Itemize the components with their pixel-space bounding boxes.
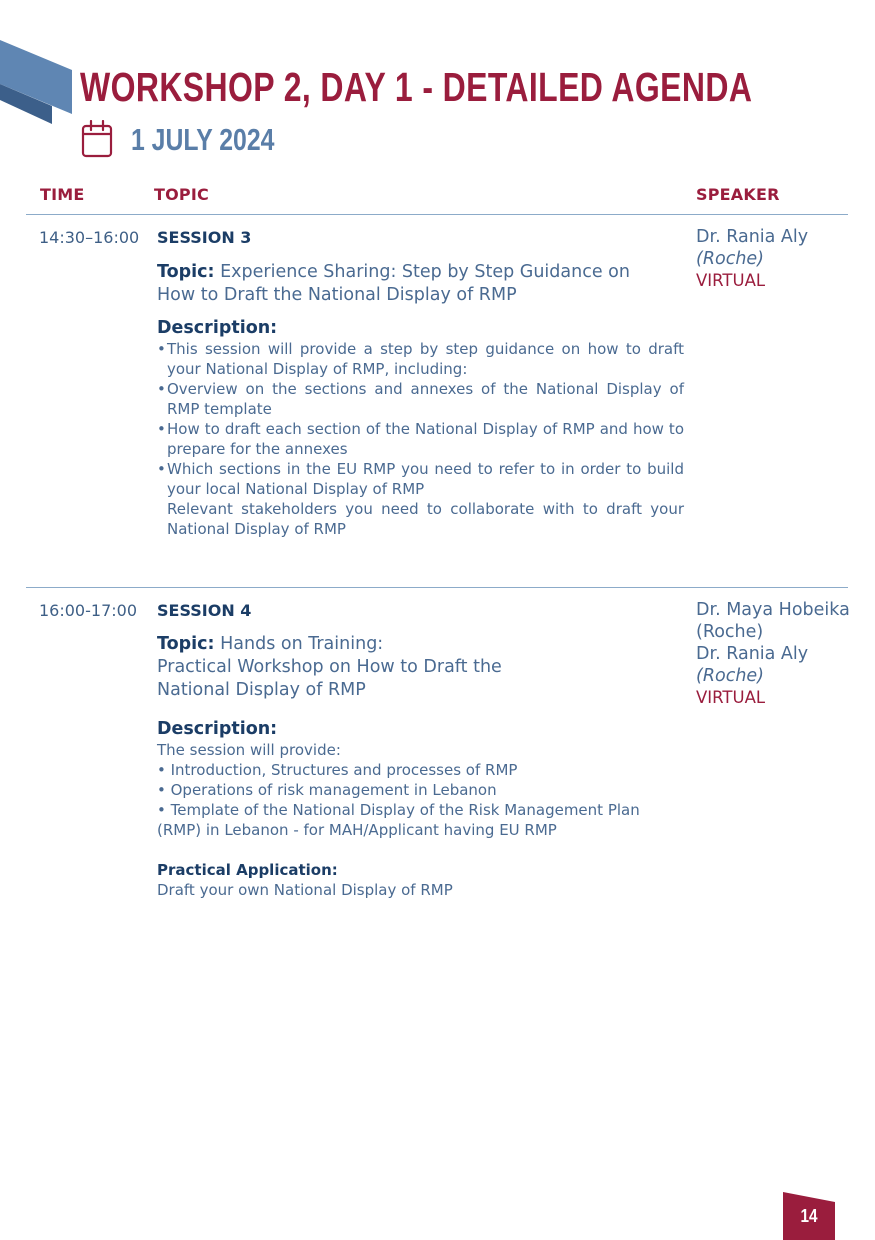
- session-4-speakers: [696, 599, 850, 709]
- list-item: • Overview on the sections and annexes of the National Display of RMP template: [157, 379, 684, 419]
- session-4-topic: [157, 633, 502, 702]
- session-4-description-list: [157, 740, 640, 840]
- list-item: • Introduction, Structures and processes of RMP: [157, 761, 518, 779]
- practical-application-text: Draft your own National Display of RMP: [157, 881, 453, 899]
- practical-application-heading: Practical Application:: [157, 861, 338, 879]
- list-item: Relevant stakeholders you need to collaborate with to draft your National Display of RMP: [167, 500, 684, 538]
- page-title: WORKSHOP 2, DAY 1 - DETAILED AGENDA: [80, 64, 753, 110]
- session-4-topic-line: Practical Workshop on How to Draft the: [157, 657, 502, 677]
- speaker-name: Dr. Rania Aly: [696, 227, 809, 247]
- list-item: • Which sections in the EU RMP you need to refer to in order to build your local National Display of RMP: [157, 459, 684, 499]
- session-4-topic-label: Topic:: [157, 634, 215, 654]
- session-3-topic: [157, 261, 630, 307]
- session-3-description-list: [157, 339, 684, 539]
- list-item: • Operations of risk management in Lebanon: [157, 781, 497, 799]
- speaker-affiliation: (Roche): [696, 249, 765, 269]
- list-item: (RMP) in Lebanon - for MAH/Applicant having EU RMP: [157, 821, 557, 839]
- session-4-description-heading: Description:: [157, 719, 278, 739]
- session-4-time: 16:00-17:00: [39, 601, 137, 620]
- virtual-badge: VIRTUAL: [696, 688, 766, 707]
- header-divider: [26, 214, 848, 215]
- speaker-affiliation: (Roche): [696, 622, 764, 642]
- list-item: • How to draft each section of the National Display of RMP and how to prepare for the annexes: [157, 419, 684, 459]
- agenda-date: 1 JULY 2024: [131, 122, 275, 157]
- speaker-affiliation: (Roche): [696, 666, 765, 686]
- virtual-badge: VIRTUAL: [696, 271, 766, 290]
- session-3-topic-line: How to Draft the National Display of RMP: [157, 285, 517, 305]
- session-4-title: SESSION 4: [157, 601, 252, 620]
- speaker-name: Dr. Rania Aly: [696, 644, 809, 664]
- list-item: • Template of the National Display of the Risk Management Plan: [157, 801, 640, 819]
- session-4-topic-line: National Display of RMP: [157, 680, 366, 700]
- session-3-title: SESSION 3: [157, 228, 252, 247]
- column-header-speaker: SPEAKER: [696, 185, 780, 204]
- session-3-description-heading: Description:: [157, 318, 278, 338]
- list-item: • This session will provide a step by step guidance on how to draft your National Display of RMP, including:: [157, 339, 684, 379]
- session-3-speakers: [696, 226, 808, 292]
- session-3-topic-label: Topic:: [157, 262, 215, 282]
- page-number: 14: [800, 1206, 818, 1226]
- calendar-icon: [81, 120, 115, 158]
- column-header-time: TIME: [40, 185, 85, 204]
- session-3-topic-line: Experience Sharing: Step by Step Guidance on: [220, 262, 630, 282]
- session-divider: [26, 587, 848, 588]
- column-header-topic: TOPIC: [154, 185, 209, 204]
- session-3-time: 14:30–16:00: [39, 228, 140, 247]
- corner-ribbon-decoration: [0, 36, 80, 132]
- list-item: The session will provide:: [157, 741, 341, 759]
- speaker-name: Dr. Maya Hobeika: [696, 600, 850, 620]
- session-4-topic-line: Hands on Training:: [220, 634, 384, 654]
